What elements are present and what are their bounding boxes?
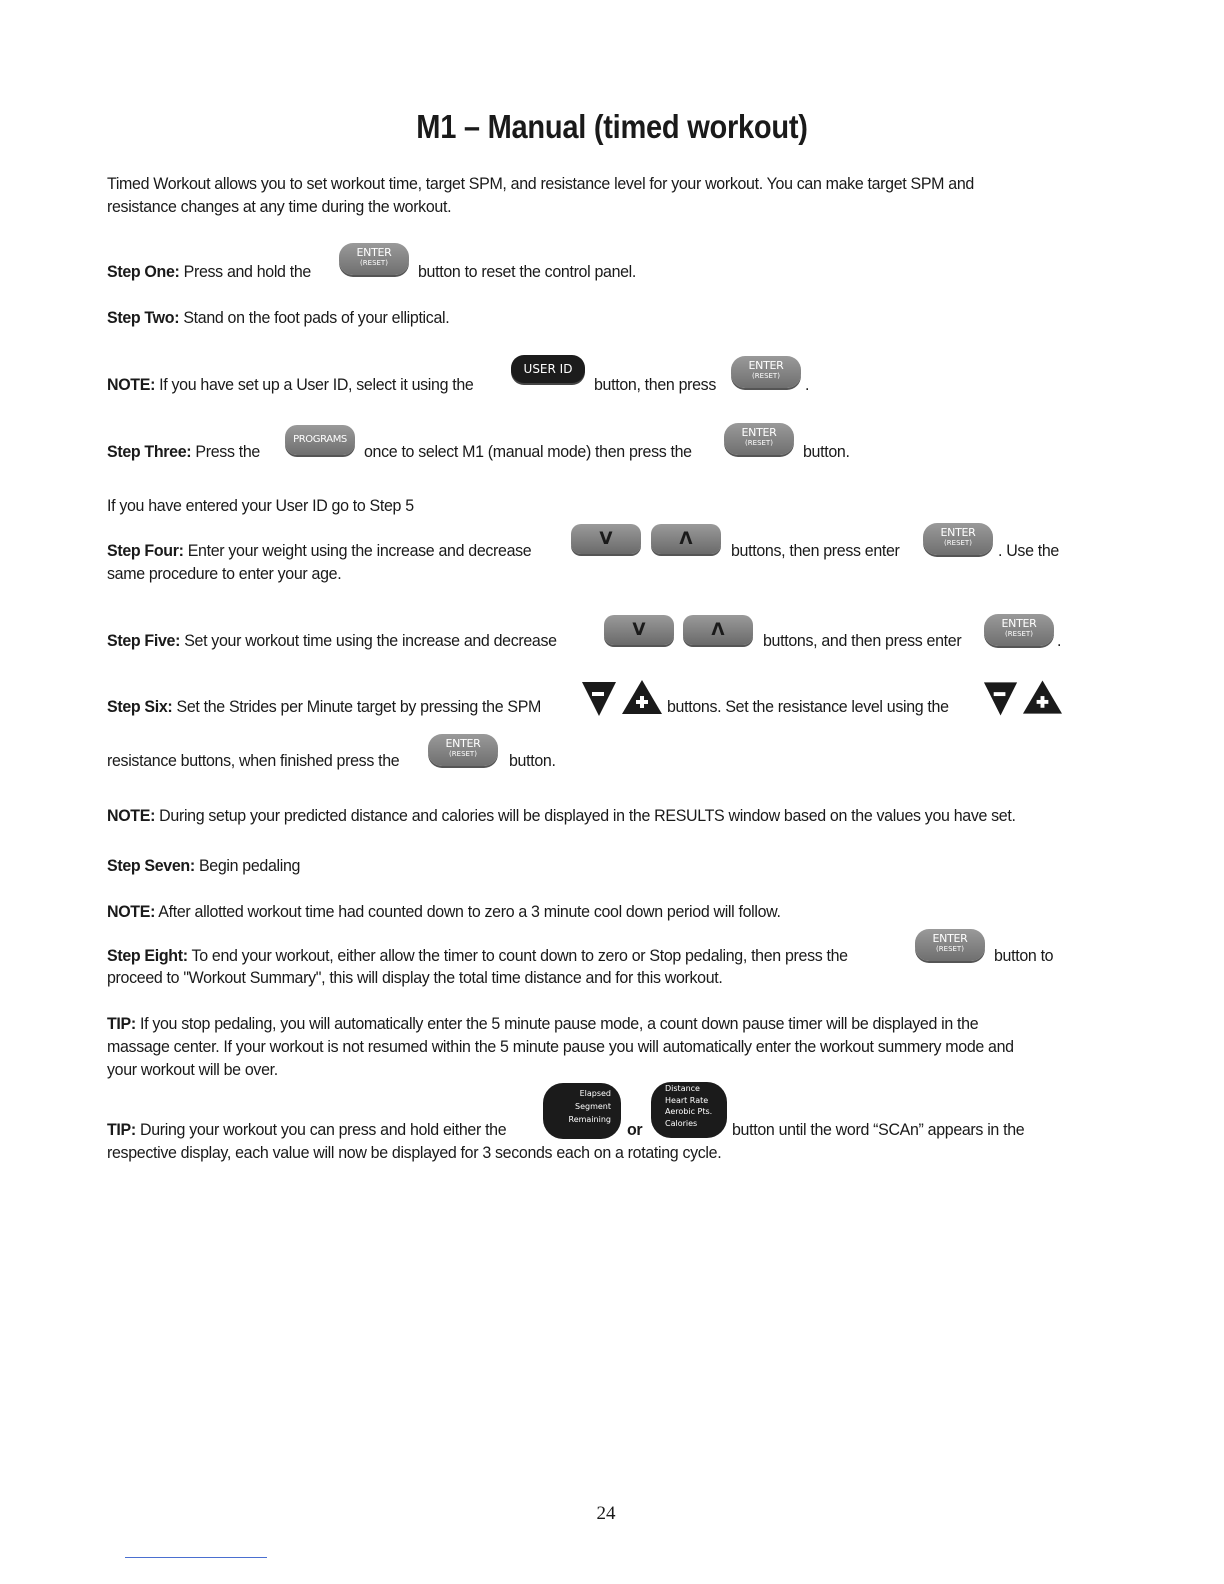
tip-2-line-2: respective display, each value will now be displayed for 3 seconds each on a rotating cycle. [107,1143,722,1162]
display-elapsed: Elapsed [579,1089,611,1098]
tip-1 [107,1014,978,1034]
step-two [107,308,449,328]
reset-label: (RESET) [752,372,780,380]
reset-label: (RESET) [360,259,388,267]
step-four-line-2: same procedure to enter your age. [107,564,342,583]
plus-icon-v [1041,696,1045,708]
step-three-middle: once to select M1 (manual mode) then press the [364,442,692,461]
note-1-before: If you have set up a User ID, select it using the [159,375,474,394]
step-six-before: Set the Strides per Minute target by pressing the SPM [176,697,542,716]
reset-label: (RESET) [745,439,773,447]
step-four-middle: buttons, then press enter [731,541,900,560]
step-one-after: button to reset the control panel. [418,262,637,281]
step-seven [107,856,300,876]
step-four [107,541,531,561]
programs-button: PROGRAMS [285,425,355,455]
step-one-label: Step One: [107,262,180,281]
reset-label: (RESET) [936,945,964,953]
step-five-before: Set your workout time using the increase and decrease [184,631,557,650]
tip-2-after: button until the word “SCAn” appears in the [732,1120,1025,1139]
note-1-after: . [805,375,810,394]
note-3 [107,902,781,922]
enter-label: ENTER [748,359,784,372]
tip-2-label: TIP: [107,1120,136,1139]
if-user-id-line: If you have entered your User ID go to Step 5 [107,496,414,515]
minus-icon [994,692,1006,696]
step-six [107,697,541,717]
tip-2-before: During your workout you can press and hold either the [139,1120,507,1139]
step-four-before: Enter your weight using the increase and decrease [187,541,532,560]
note-3-label: NOTE: [107,902,156,921]
note-2 [107,806,1016,826]
enter-label: ENTER [356,246,392,259]
step-six-line-2-after: button. [509,751,556,770]
minus-icon [592,692,604,696]
note-1-label: NOTE: [107,375,156,394]
enter-reset-button [731,356,801,388]
step-eight-label: Step Eight: [107,946,188,965]
step-eight [107,946,848,966]
enter-label: ENTER [932,932,968,945]
decrease-button: V [571,524,641,554]
enter-reset-button [923,523,993,555]
reset-label: (RESET) [1005,630,1033,638]
display-aerobic-pts: Aerobic Pts. [665,1107,713,1116]
display-remaining: Remaining [568,1115,611,1124]
decrease-button: V [604,615,674,645]
step-five [107,631,557,651]
enter-label: ENTER [1001,617,1037,630]
tip-1-label: TIP: [107,1014,136,1033]
enter-reset-button [915,929,985,961]
step-three-before: Press the [195,442,260,461]
note-2-text: During setup your predicted distance and calories will be displayed in the RESULTS window based on the values you have set. [159,806,1016,825]
step-one-before: Press and hold the [183,262,311,281]
display-distance: Distance [665,1084,700,1093]
step-seven-text: Begin pedaling [198,856,301,875]
tip-2-or: or [627,1120,643,1139]
reset-label: (RESET) [449,750,477,758]
spm-minus-plus-icon [580,678,662,718]
step-eight-after: button to [994,946,1054,965]
step-three-after: button. [803,442,850,461]
page-title: M1 – Manual (timed workout) [416,108,808,145]
step-two-text: Stand on the foot pads of your elliptical. [183,308,450,327]
step-one [107,262,311,282]
step-eight-line-2: proceed to "Workout Summary", this will display the total time distance and for this workout. [107,968,723,987]
step-eight-before: To end your workout, either allow the timer to count down to zero or Stop pedaling, then press the [191,946,848,965]
enter-reset-button [428,734,498,766]
reset-label: (RESET) [944,539,972,547]
step-five-after: . [1057,631,1062,650]
step-two-label: Step Two: [107,308,180,327]
step-five-label: Step Five: [107,631,181,650]
step-seven-label: Step Seven: [107,856,195,875]
tip-1-line-3: your workout will be over. [107,1060,278,1079]
enter-reset-button [339,243,409,275]
tip-1-line-2: massage center. If your workout is not resumed within the 5 minute pause you will automatically enter the workout summery mode and [107,1037,1014,1056]
display-segment: Segment [575,1102,611,1111]
step-six-label: Step Six: [107,697,173,716]
user-id-button: USER ID [511,355,585,383]
note-1 [107,375,473,395]
resistance-minus-plus-icon [982,678,1062,718]
step-six-line-2: resistance buttons, when finished press the [107,751,400,770]
display-calories: Calories [665,1118,698,1128]
note-2-label: NOTE: [107,806,156,825]
enter-label: ENTER [445,737,481,750]
tip-2 [107,1120,506,1140]
enter-reset-button [724,423,794,455]
intro-line-2: resistance changes at any time during the workout. [107,197,452,216]
step-four-after: . Use the [998,541,1059,560]
step-six-middle: buttons. Set the resistance level using the [667,697,949,716]
tip-1-line-1: If you stop pedaling, you will automatically enter the 5 minute pause mode, a count down pause timer will be displayed in the [139,1014,979,1033]
enter-reset-button [984,614,1054,646]
distance-heartrate-button [651,1082,727,1138]
increase-button: Λ [651,524,721,554]
enter-label: ENTER [741,426,777,439]
step-three [107,442,260,462]
step-five-middle: buttons, and then press enter [763,631,962,650]
footer-rule [125,1557,267,1558]
note-1-middle: button, then press [594,375,717,394]
enter-label: ENTER [940,526,976,539]
increase-button: Λ [683,615,753,645]
display-heart-rate: Heart Rate [665,1095,709,1105]
elapsed-segment-remaining-button [543,1083,621,1139]
step-three-label: Step Three: [107,442,192,461]
step-four-label: Step Four: [107,541,184,560]
intro-line-1: Timed Workout allows you to set workout time, target SPM, and resistance level for your workout. You can make target SPM and [107,174,974,193]
page-number: 24 [596,1503,616,1524]
plus-icon-v [640,696,644,708]
note-3-text: After allotted workout time had counted down to zero a 3 minute cool down period will follow. [158,902,781,921]
